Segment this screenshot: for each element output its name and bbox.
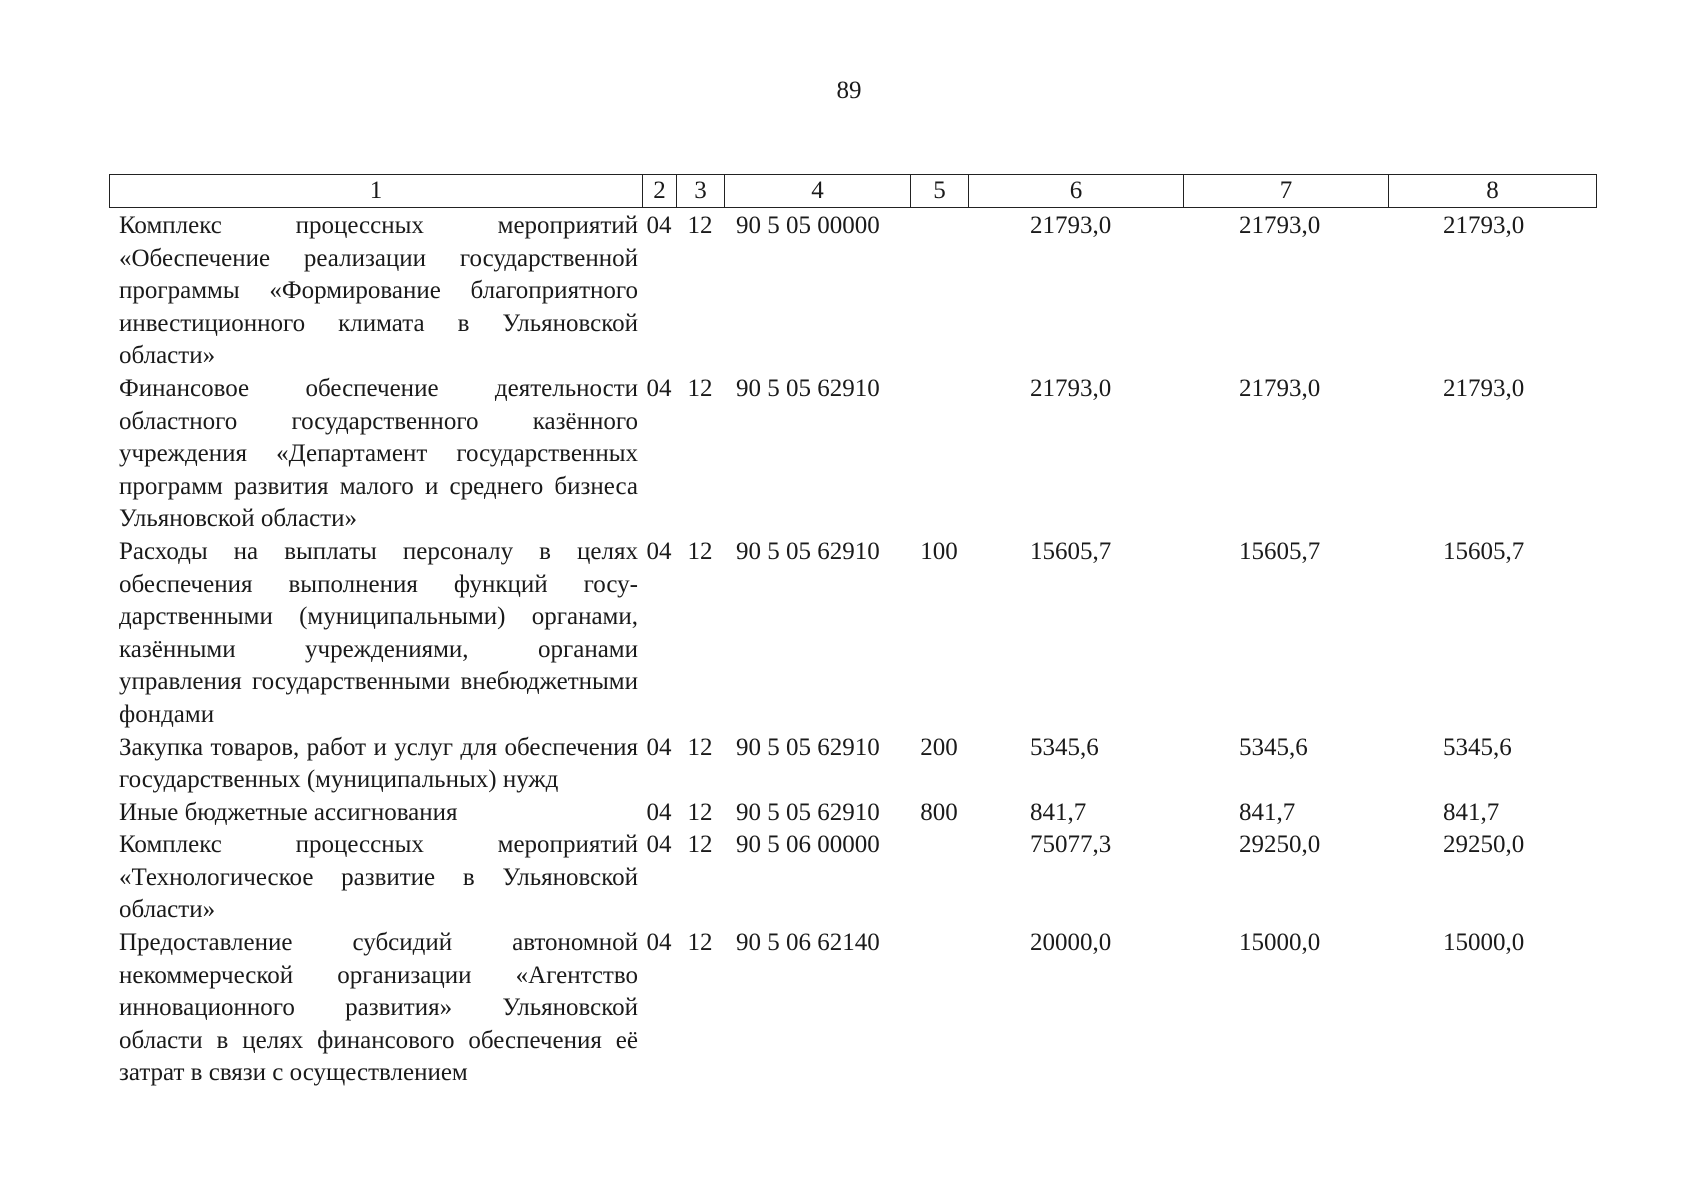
row-amount-7: 15000,0	[1239, 929, 1321, 957]
table-row	[109, 797, 1596, 830]
row-subsection: 12	[687, 929, 713, 957]
table-row	[109, 829, 1596, 927]
row-amount-6: 5345,6	[1030, 733, 1099, 761]
row-amount-7: 21793,0	[1239, 212, 1321, 239]
row-amount-7: 841,7	[1239, 798, 1296, 826]
row-section: 04	[646, 212, 672, 239]
row-section: 04	[646, 374, 672, 402]
table-header	[109, 174, 1597, 208]
row-target-code: 90 5 05 62910	[736, 374, 880, 402]
row-target-code: 90 5 05 62910	[736, 537, 880, 565]
header-col-3: 3	[677, 175, 725, 208]
table-row	[109, 373, 1596, 536]
row-expense-type	[910, 829, 968, 927]
row-subsection: 12	[687, 733, 713, 761]
header-col-7: 7	[1184, 175, 1389, 208]
row-amount-7: 29250,0	[1239, 831, 1321, 859]
row-section: 04	[646, 537, 672, 565]
row-section: 04	[646, 929, 672, 957]
row-amount-8: 841,7	[1443, 798, 1500, 826]
row-subsection: 12	[687, 798, 713, 826]
row-amount-8: 5345,6	[1443, 733, 1512, 761]
header-col-8: 8	[1389, 175, 1597, 208]
header-col-5: 5	[911, 175, 969, 208]
row-amount-6: 841,7	[1030, 798, 1087, 826]
header-col-2: 2	[643, 175, 677, 208]
table-row	[109, 732, 1596, 797]
row-section: 04	[646, 733, 672, 761]
row-amount-6: 20000,0	[1030, 929, 1112, 957]
row-target-code: 90 5 05 62910	[736, 798, 880, 826]
table-row	[109, 536, 1596, 732]
row-expense-type: 800	[920, 798, 958, 826]
row-amount-7: 21793,0	[1239, 374, 1321, 402]
row-description: Комплекс процессных мероприятий «Технологическое развитие в Ульяновской области»	[119, 831, 638, 924]
row-description: Комплекс процессных мероприятий «Обеспечение реализации государственной программы «Формирование благоприятного инвестиционного климата в Ульяновской области»	[119, 212, 638, 370]
row-description: Предоставление субсидий автономной некоммерческой организации «Агентство инновационного развития» Ульяновской области в целях финансового обеспечения её затрат в связи с осуществлением	[119, 929, 638, 1087]
row-amount-8: 15605,7	[1443, 537, 1525, 565]
row-expense-type: 100	[920, 537, 958, 565]
row-amount-8: 21793,0	[1443, 212, 1525, 239]
row-section: 04	[646, 831, 672, 859]
row-expense-type	[910, 210, 968, 373]
row-target-code: 90 5 06 62140	[736, 929, 880, 957]
budget-table	[109, 210, 1596, 1090]
row-amount-6: 75077,3	[1030, 831, 1112, 859]
row-description: Иные бюджетные ассигнования	[119, 798, 458, 826]
row-subsection: 12	[687, 374, 713, 402]
table-row	[109, 927, 1596, 1090]
row-amount-6: 21793,0	[1030, 374, 1112, 402]
row-target-code: 90 5 05 00000	[736, 212, 880, 239]
row-amount-6: 21793,0	[1030, 212, 1112, 239]
header-col-4: 4	[725, 175, 911, 208]
row-amount-6: 15605,7	[1030, 537, 1112, 565]
row-amount-8: 21793,0	[1443, 374, 1525, 402]
header-col-6: 6	[969, 175, 1184, 208]
table-row	[109, 210, 1596, 373]
row-expense-type: 200	[920, 733, 958, 761]
row-amount-8: 15000,0	[1443, 929, 1525, 957]
row-expense-type	[910, 373, 968, 536]
row-subsection: 12	[687, 212, 713, 239]
header-row	[110, 175, 1597, 208]
row-amount-8: 29250,0	[1443, 831, 1525, 859]
header-col-1: 1	[110, 175, 643, 208]
row-section: 04	[646, 798, 672, 826]
row-amount-7: 15605,7	[1239, 537, 1321, 565]
row-subsection: 12	[687, 537, 713, 565]
page-number: 89	[836, 77, 862, 104]
row-target-code: 90 5 06 00000	[736, 831, 880, 859]
row-expense-type	[910, 927, 968, 1090]
row-target-code: 90 5 05 62910	[736, 733, 880, 761]
row-subsection: 12	[687, 831, 713, 859]
row-description: Финансовое обеспечение деятельности областного государственного казённого учреждения «Департамент государственных программ развития малого и среднего бизнеса Ульяновской области»	[119, 374, 638, 533]
row-description: Закупка товаров, работ и услуг для обеспечения государственных (муниципальных) нужд	[119, 733, 638, 794]
row-description: Расходы на выплаты персоналу в целях обеспечения выполнения функций государственными (муниципальными) органами, казёнными учреждениями, органами управления государственными внебюджетными фондами	[119, 537, 638, 728]
row-amount-7: 5345,6	[1239, 733, 1308, 761]
